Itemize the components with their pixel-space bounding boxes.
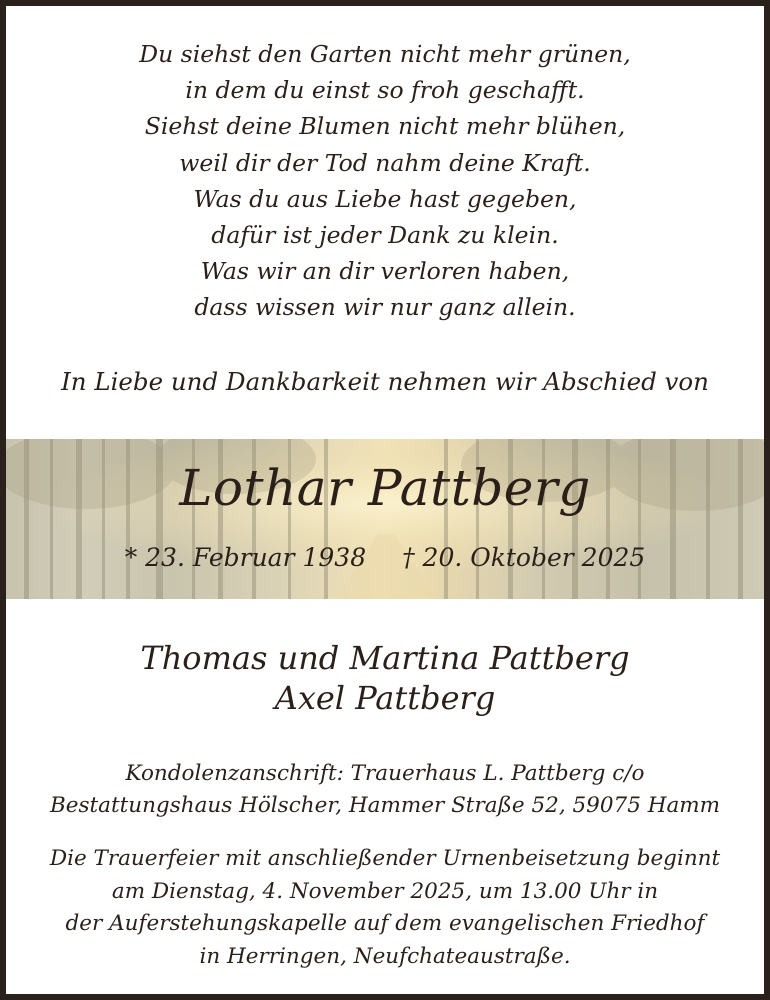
poem-line: Siehst deine Blumen nicht mehr blühen, [144, 112, 626, 141]
service-line: in Herringen, Neufchateaustraße. [199, 943, 571, 969]
poem-line: dafür ist jeder Dank zu klein. [211, 221, 559, 250]
poem [6, 36, 764, 326]
poem-line: Du siehst den Garten nicht mehr grünen, [139, 40, 631, 68]
condolence-line: Bestattungshaus Hölscher, Hammer Straße 52, 59075 Hamm [49, 793, 721, 818]
condolence-line: Kondolenzanschrift: Trauerhaus L. Pattberg c/o [125, 761, 645, 786]
deceased-name: Lothar Pattberg [179, 459, 591, 517]
mourners [6, 638, 764, 718]
birth-date: * 23. Februar 1938 [124, 543, 367, 572]
life-dates [6, 538, 764, 578]
poem-line: dass wissen wir nur ganz allein. [194, 293, 576, 322]
condolence-address [6, 758, 764, 822]
poem-line: Was du aus Liebe hast gegeben, [193, 184, 577, 213]
service-line: Die Trauerfeier mit anschließender Urnenbeisetzung beginnt [49, 846, 721, 871]
poem-line: weil dir der Tod nahm deine Kraft. [179, 148, 591, 177]
service-line: am Dienstag, 4. November 2025, um 13.00 Uhr in [111, 878, 659, 904]
poem-line: Was wir an dir verloren haben, [200, 257, 570, 286]
farewell-intro: In Liebe und Dankbarkeit nehmen wir Abschied von [61, 367, 709, 396]
mourner-name: Axel Pattberg [274, 679, 496, 717]
death-date: † 20. Oktober 2025 [402, 543, 646, 572]
mourner-name: Thomas und Martina Pattberg [140, 639, 630, 677]
funeral-service-info [6, 843, 764, 973]
poem-line: in dem du einst so froh geschafft. [185, 76, 585, 105]
service-line: der Auferstehungskapelle auf dem evangelischen Friedhof [65, 911, 705, 936]
